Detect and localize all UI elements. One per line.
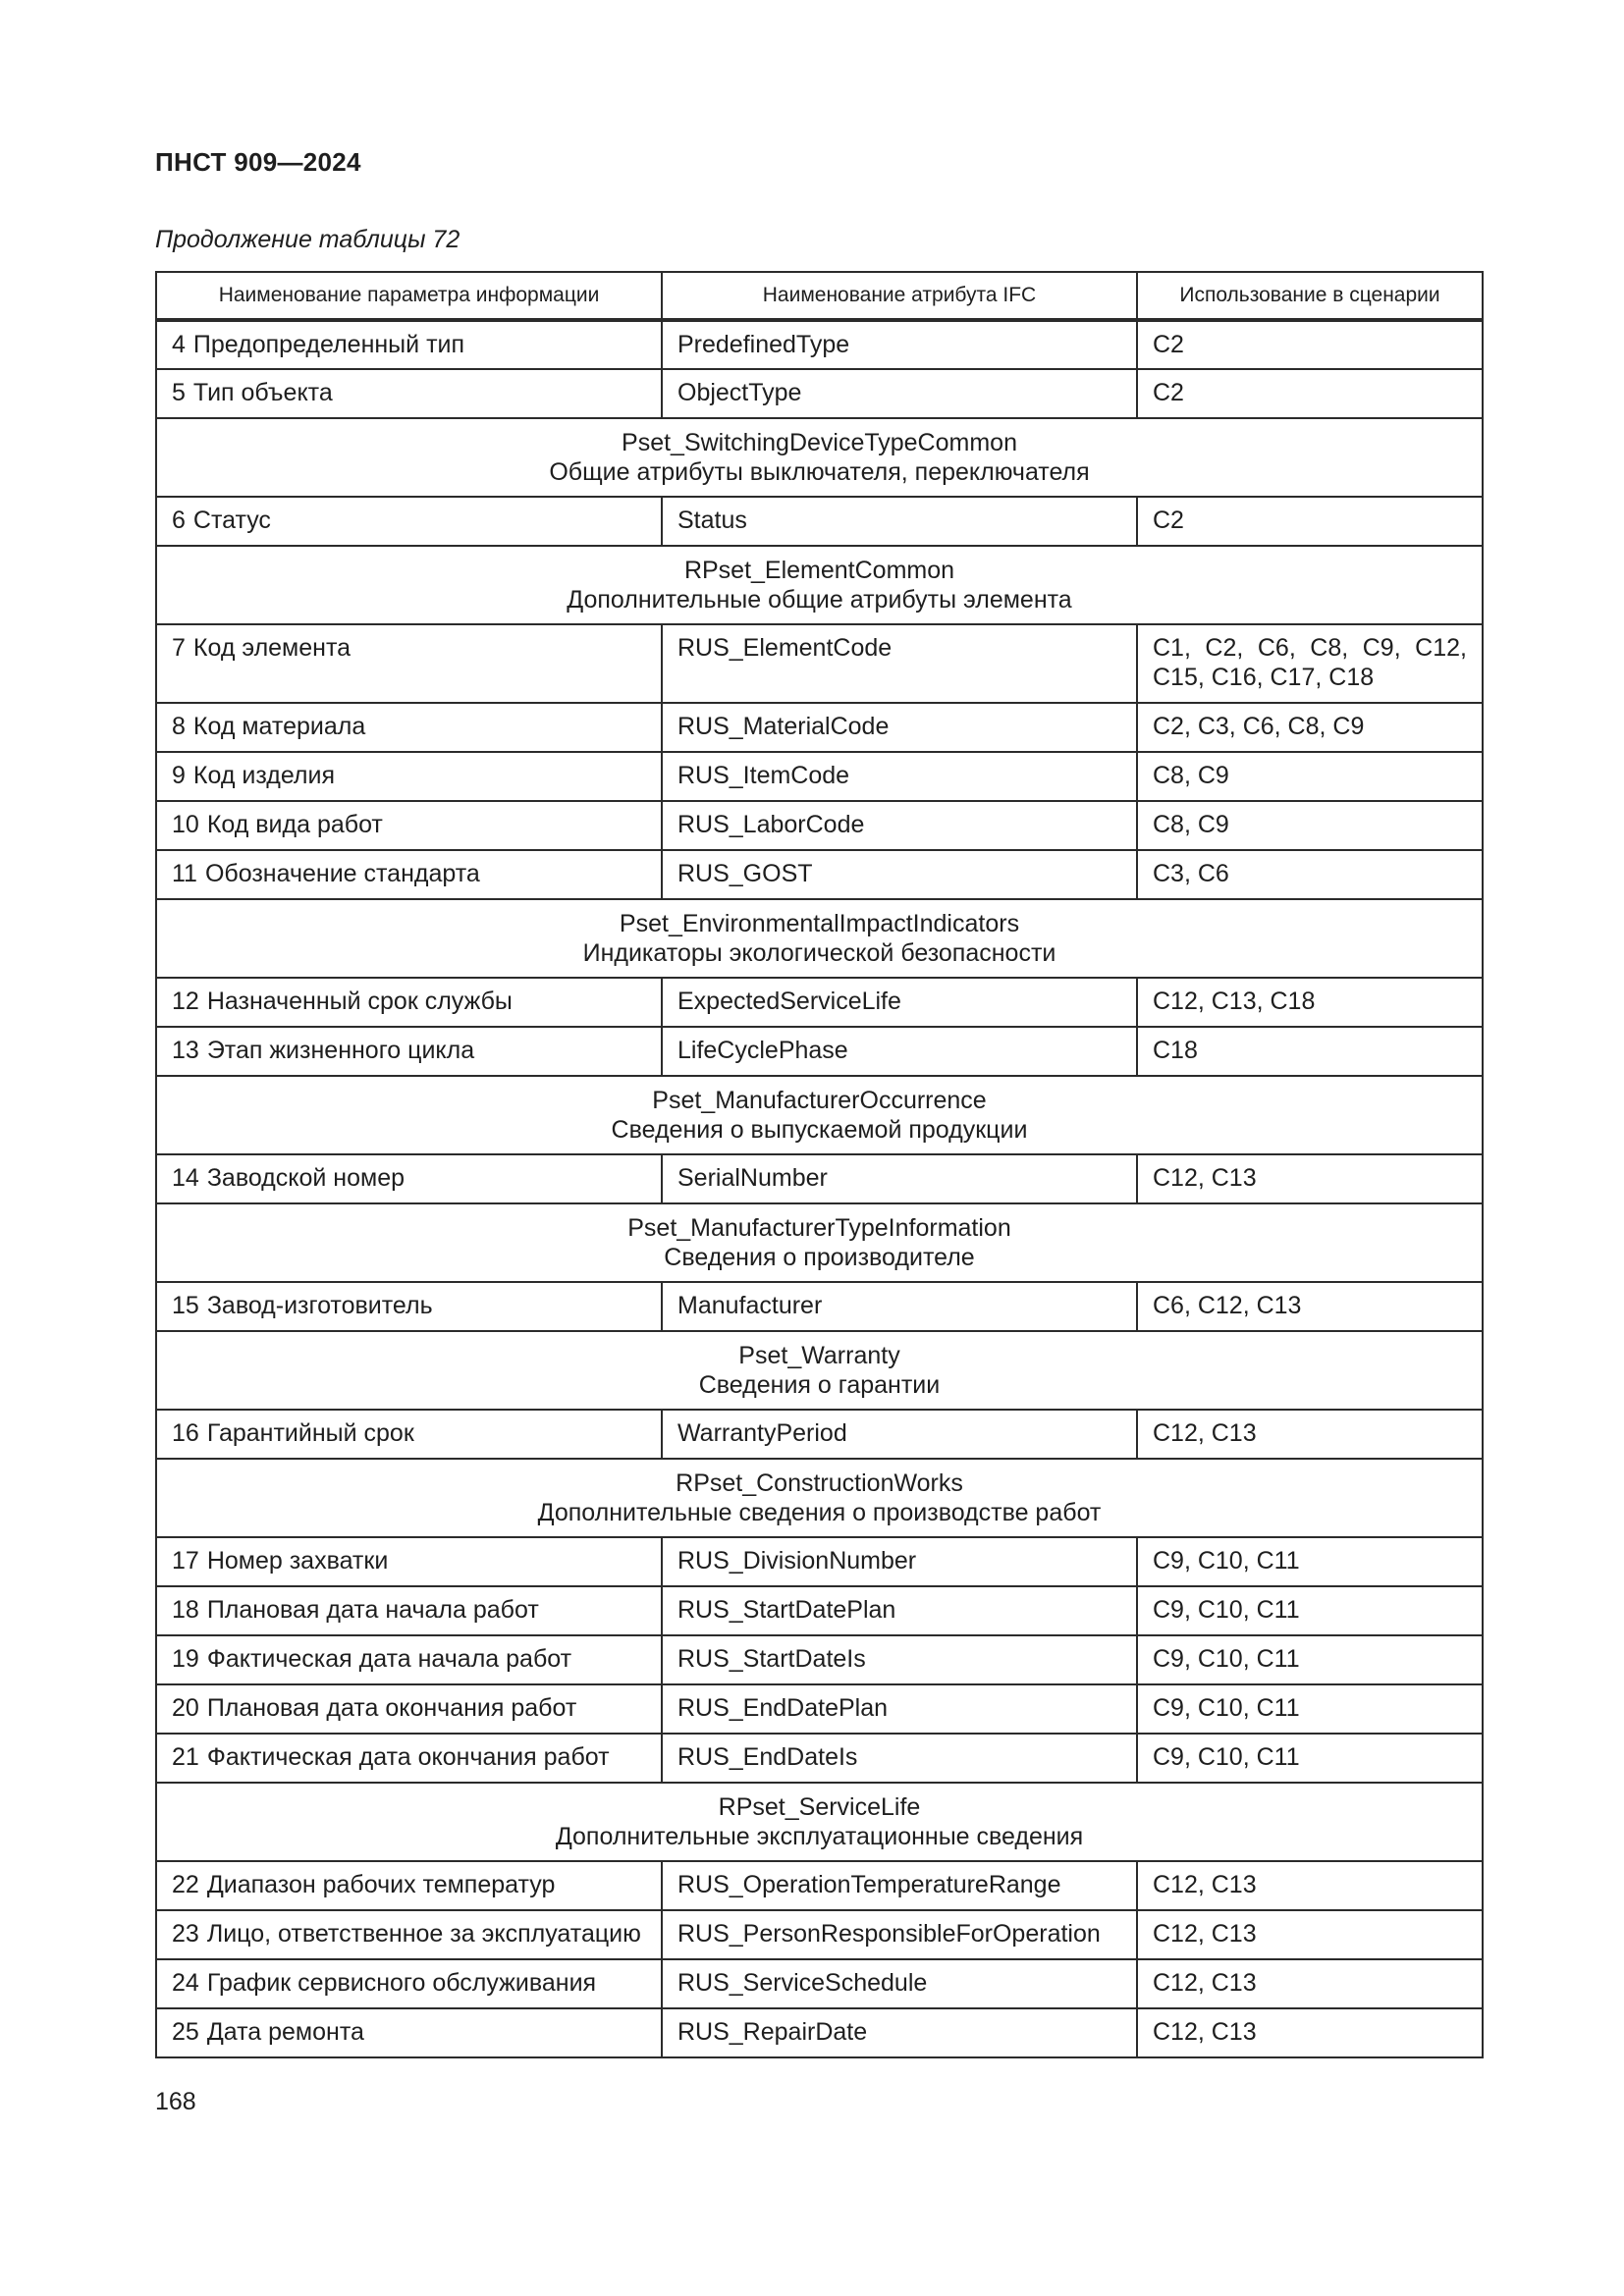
table-header-row bbox=[156, 272, 1483, 320]
parameter-number: 23 bbox=[172, 1920, 199, 1948]
parameter-cell bbox=[156, 1154, 662, 1203]
table-row bbox=[156, 624, 1483, 703]
table-row bbox=[156, 1910, 1483, 1959]
table-row bbox=[156, 1537, 1483, 1586]
ifc-attribute-cell: RUS_RepairDate bbox=[662, 2008, 1137, 2057]
parameters-table bbox=[155, 271, 1484, 2058]
parameter-cell bbox=[156, 801, 662, 850]
parameter-name: Код элемента bbox=[192, 634, 352, 662]
table-row bbox=[156, 752, 1483, 801]
ifc-attribute-cell: RUS_LaborCode bbox=[662, 801, 1137, 850]
parameter-name: Диапазон рабочих температур bbox=[206, 1871, 556, 1898]
parameter-number: 16 bbox=[172, 1419, 199, 1447]
parameter-name: Лицо, ответственное за эксплуатацию bbox=[206, 1920, 641, 1948]
table-row bbox=[156, 2008, 1483, 2057]
table-continuation-caption: Продолжение таблицы 72 bbox=[155, 226, 460, 253]
parameter-name: Код изделия bbox=[192, 762, 335, 789]
scenario-usage-cell: C12, C13 bbox=[1137, 1410, 1483, 1459]
property-set-cell bbox=[156, 1331, 1483, 1410]
parameter-number: 19 bbox=[172, 1645, 199, 1673]
column-header-scenario-usage: Использование в сценарии bbox=[1137, 272, 1483, 320]
parameter-name: Заводской номер bbox=[206, 1164, 405, 1192]
property-set-cell bbox=[156, 546, 1483, 624]
parameter-number: 12 bbox=[172, 988, 199, 1015]
parameter-number: 25 bbox=[172, 2018, 199, 2046]
property-set-code: Pset_EnvironmentalImpactIndicators bbox=[619, 910, 1020, 937]
table-group-row bbox=[156, 1783, 1483, 1861]
parameter-name: Фактическая дата начала работ bbox=[206, 1645, 572, 1673]
ifc-attribute-cell: PredefinedType bbox=[662, 320, 1137, 369]
property-set-code: Pset_ManufacturerTypeInformation bbox=[627, 1214, 1011, 1242]
ifc-attribute-cell: RUS_ServiceSchedule bbox=[662, 1959, 1137, 2008]
parameter-name: Статус bbox=[192, 507, 271, 534]
parameter-name: График сервисного обслуживания bbox=[206, 1969, 597, 1997]
ifc-attribute-cell: Status bbox=[662, 497, 1137, 546]
property-set-cell bbox=[156, 899, 1483, 978]
parameter-name: Дата ремонта bbox=[206, 2018, 364, 2046]
document-code: ПНСТ 909—2024 bbox=[155, 147, 361, 177]
table-group-row bbox=[156, 418, 1483, 497]
ifc-attribute-cell: LifeCyclePhase bbox=[662, 1027, 1137, 1076]
parameter-number: 20 bbox=[172, 1694, 199, 1722]
parameter-number: 4 bbox=[172, 331, 186, 358]
parameter-cell bbox=[156, 1410, 662, 1459]
parameter-number: 10 bbox=[172, 811, 199, 838]
table-row bbox=[156, 1959, 1483, 2008]
scenario-usage-cell: C2, C3, C6, C8, C9 bbox=[1137, 703, 1483, 752]
scenario-usage-cell: C12, C13 bbox=[1137, 2008, 1483, 2057]
parameter-number: 24 bbox=[172, 1969, 199, 1997]
ifc-attribute-cell: WarrantyPeriod bbox=[662, 1410, 1137, 1459]
table-row bbox=[156, 1154, 1483, 1203]
table-group-row bbox=[156, 1076, 1483, 1154]
parameter-cell bbox=[156, 1734, 662, 1783]
parameter-cell bbox=[156, 369, 662, 418]
parameter-cell bbox=[156, 978, 662, 1027]
parameter-name: Код вида работ bbox=[206, 811, 383, 838]
scenario-usage-cell: C8, C9 bbox=[1137, 801, 1483, 850]
property-set-code: RPset_ElementCommon bbox=[683, 557, 955, 584]
scenario-usage-cell: C12, C13 bbox=[1137, 1861, 1483, 1910]
parameter-name: Этап жизненного цикла bbox=[206, 1037, 475, 1064]
table-row bbox=[156, 1282, 1483, 1331]
property-set-code: Pset_SwitchingDeviceTypeCommon bbox=[622, 429, 1017, 456]
parameter-name: Плановая дата начала работ bbox=[206, 1596, 539, 1624]
parameter-name: Плановая дата окончания работ bbox=[206, 1694, 577, 1722]
parameter-number: 13 bbox=[172, 1037, 199, 1064]
ifc-attribute-cell: RUS_PersonResponsibleForOperation bbox=[662, 1910, 1137, 1959]
parameter-name: Гарантийный срок bbox=[206, 1419, 414, 1447]
scenario-usage-cell: C8, C9 bbox=[1137, 752, 1483, 801]
parameter-cell bbox=[156, 1282, 662, 1331]
scenario-usage-cell: C1, C2, C6, C8, C9, C12, C15, C16, C17, C18 bbox=[1137, 624, 1483, 703]
parameter-cell bbox=[156, 752, 662, 801]
ifc-attribute-cell: RUS_StartDatePlan bbox=[662, 1586, 1137, 1635]
table-row bbox=[156, 320, 1483, 369]
property-set-code: Pset_ManufacturerOccurrence bbox=[652, 1087, 987, 1114]
column-header-parameter: Наименование параметра информации bbox=[156, 272, 662, 320]
scenario-usage-cell: C9, C10, C11 bbox=[1137, 1586, 1483, 1635]
table-row bbox=[156, 801, 1483, 850]
parameter-cell bbox=[156, 1684, 662, 1734]
parameter-cell bbox=[156, 1861, 662, 1910]
property-set-title: Индикаторы экологической безопасности bbox=[582, 939, 1056, 967]
property-set-title: Общие атрибуты выключателя, переключателя bbox=[549, 458, 1090, 486]
scenario-usage-cell: C2 bbox=[1137, 320, 1483, 369]
parameter-number: 14 bbox=[172, 1164, 199, 1192]
parameter-cell bbox=[156, 1910, 662, 1959]
table-row bbox=[156, 1734, 1483, 1783]
property-set-title: Сведения о производителе bbox=[664, 1244, 975, 1271]
scenario-usage-cell: C9, C10, C11 bbox=[1137, 1684, 1483, 1734]
parameter-name: Предопределенный тип bbox=[192, 331, 465, 358]
parameter-name: Обозначение стандарта bbox=[204, 860, 480, 887]
parameter-cell bbox=[156, 320, 662, 369]
property-set-title: Дополнительные общие атрибуты элемента bbox=[567, 586, 1072, 614]
parameter-number: 17 bbox=[172, 1547, 199, 1575]
table-row bbox=[156, 850, 1483, 899]
parameter-cell bbox=[156, 703, 662, 752]
property-set-title: Сведения о выпускаемой продукции bbox=[611, 1116, 1028, 1144]
parameter-number: 21 bbox=[172, 1743, 199, 1771]
scenario-usage-cell: C9, C10, C11 bbox=[1137, 1635, 1483, 1684]
ifc-attribute-cell: RUS_GOST bbox=[662, 850, 1137, 899]
parameter-cell bbox=[156, 2008, 662, 2057]
scenario-usage-cell: C2 bbox=[1137, 369, 1483, 418]
property-set-cell bbox=[156, 1459, 1483, 1537]
table-group-row bbox=[156, 1331, 1483, 1410]
parameter-number: 11 bbox=[172, 860, 197, 887]
parameter-number: 5 bbox=[172, 379, 186, 406]
parameter-name: Фактическая дата окончания работ bbox=[206, 1743, 610, 1771]
scenario-usage-cell: C18 bbox=[1137, 1027, 1483, 1076]
scenario-usage-cell: C2 bbox=[1137, 497, 1483, 546]
ifc-attribute-cell: RUS_OperationTemperatureRange bbox=[662, 1861, 1137, 1910]
parameter-cell bbox=[156, 497, 662, 546]
column-header-ifc-attribute: Наименование атрибута IFC bbox=[662, 272, 1137, 320]
table-row bbox=[156, 497, 1483, 546]
table-body bbox=[156, 320, 1483, 2057]
parameter-cell bbox=[156, 1027, 662, 1076]
scenario-usage-cell: C6, C12, C13 bbox=[1137, 1282, 1483, 1331]
table-row bbox=[156, 1684, 1483, 1734]
ifc-attribute-cell: SerialNumber bbox=[662, 1154, 1137, 1203]
parameter-cell bbox=[156, 1586, 662, 1635]
property-set-code: RPset_ConstructionWorks bbox=[676, 1469, 963, 1497]
table-group-row bbox=[156, 1203, 1483, 1282]
scenario-usage-cell: C12, C13 bbox=[1137, 1910, 1483, 1959]
scenario-usage-cell: C12, C13 bbox=[1137, 1154, 1483, 1203]
ifc-attribute-cell: ObjectType bbox=[662, 369, 1137, 418]
ifc-attribute-cell: RUS_ItemCode bbox=[662, 752, 1137, 801]
table-row bbox=[156, 703, 1483, 752]
scenario-usage-cell: C3, C6 bbox=[1137, 850, 1483, 899]
parameter-number: 6 bbox=[172, 507, 186, 534]
table-group-row bbox=[156, 546, 1483, 624]
table-row bbox=[156, 1586, 1483, 1635]
parameter-number: 8 bbox=[172, 713, 186, 740]
table-row bbox=[156, 978, 1483, 1027]
ifc-attribute-cell: RUS_ElementCode bbox=[662, 624, 1137, 703]
ifc-attribute-cell: ExpectedServiceLife bbox=[662, 978, 1137, 1027]
ifc-attribute-cell: RUS_StartDateIs bbox=[662, 1635, 1137, 1684]
parameter-number: 15 bbox=[172, 1292, 199, 1319]
parameter-number: 18 bbox=[172, 1596, 199, 1624]
property-set-title: Сведения о гарантии bbox=[698, 1371, 941, 1399]
property-set-code: Pset_Warranty bbox=[738, 1342, 900, 1369]
property-set-code: RPset_ServiceLife bbox=[718, 1793, 921, 1821]
property-set-cell bbox=[156, 418, 1483, 497]
parameter-cell bbox=[156, 1635, 662, 1684]
parameter-number: 9 bbox=[172, 762, 186, 789]
table-row bbox=[156, 1410, 1483, 1459]
property-set-cell bbox=[156, 1203, 1483, 1282]
parameter-name: Номер захватки bbox=[206, 1547, 389, 1575]
scenario-usage-cell: C9, C10, C11 bbox=[1137, 1537, 1483, 1586]
ifc-attribute-cell: RUS_DivisionNumber bbox=[662, 1537, 1137, 1586]
parameter-name: Код материала bbox=[192, 713, 366, 740]
parameter-cell bbox=[156, 1959, 662, 2008]
table-group-row bbox=[156, 899, 1483, 978]
scenario-usage-cell: C12, C13, C18 bbox=[1137, 978, 1483, 1027]
parameter-cell bbox=[156, 1537, 662, 1586]
parameter-number: 22 bbox=[172, 1871, 199, 1898]
table-group-row bbox=[156, 1459, 1483, 1537]
table-row bbox=[156, 1635, 1483, 1684]
property-set-cell bbox=[156, 1783, 1483, 1861]
table-row bbox=[156, 369, 1483, 418]
page-number: 168 bbox=[155, 2088, 196, 2115]
scenario-usage-cell: C12, C13 bbox=[1137, 1959, 1483, 2008]
ifc-attribute-cell: RUS_MaterialCode bbox=[662, 703, 1137, 752]
parameter-cell bbox=[156, 850, 662, 899]
table-row bbox=[156, 1861, 1483, 1910]
property-set-title: Дополнительные сведения о производстве работ bbox=[537, 1499, 1102, 1526]
parameter-cell bbox=[156, 624, 662, 703]
property-set-cell bbox=[156, 1076, 1483, 1154]
ifc-attribute-cell: Manufacturer bbox=[662, 1282, 1137, 1331]
parameter-name: Назначенный срок службы bbox=[206, 988, 513, 1015]
property-set-title: Дополнительные эксплуатационные сведения bbox=[555, 1823, 1084, 1850]
ifc-attribute-cell: RUS_EndDatePlan bbox=[662, 1684, 1137, 1734]
ifc-attribute-cell: RUS_EndDateIs bbox=[662, 1734, 1137, 1783]
table-row bbox=[156, 1027, 1483, 1076]
parameter-name: Завод-изготовитель bbox=[206, 1292, 433, 1319]
parameter-name: Тип объекта bbox=[192, 379, 333, 406]
parameter-number: 7 bbox=[172, 634, 186, 662]
scenario-usage-cell: C9, C10, C11 bbox=[1137, 1734, 1483, 1783]
